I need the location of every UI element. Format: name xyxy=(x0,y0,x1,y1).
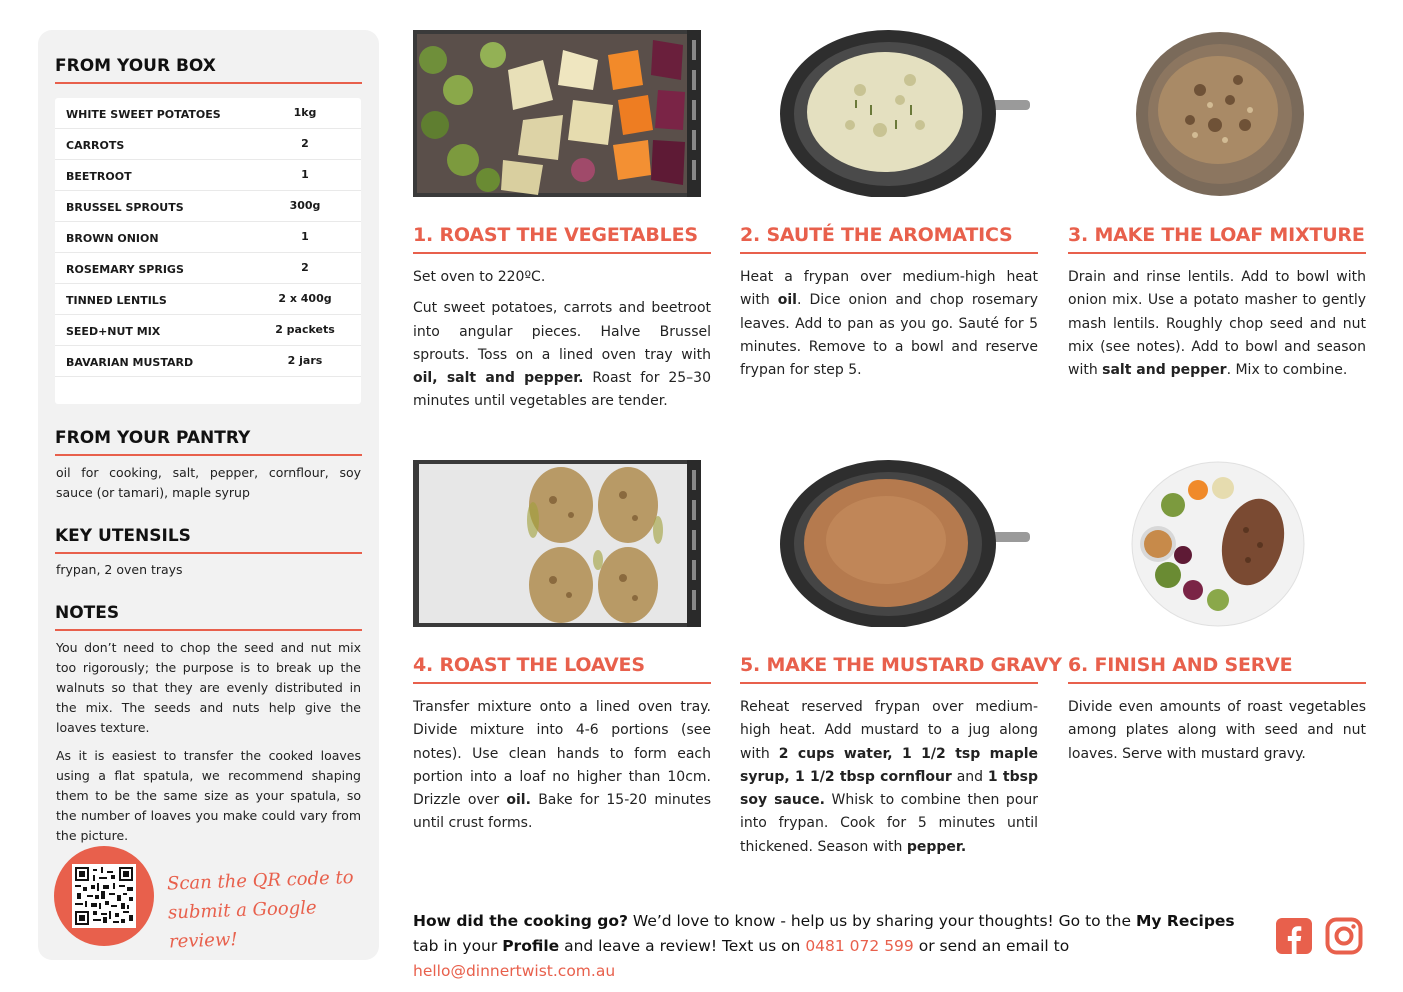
bold-run: pepper. xyxy=(906,838,967,855)
text-run: and leave a review! Text us on xyxy=(559,937,806,955)
instagram-icon[interactable] xyxy=(1325,917,1363,955)
email-link[interactable]: hello@dinnertwist.com.au xyxy=(413,962,616,980)
bold-run: 2 cups water, 1 1/2 tsp maple syrup, 1 1/2 tbsp cornflour xyxy=(740,745,1039,785)
bold-run: oil, salt and pepper. xyxy=(413,370,584,387)
footer-review-prompt xyxy=(413,909,1263,984)
ingredient-qty: 2 x 400g xyxy=(278,292,332,305)
ingredient-name: CARROTS xyxy=(66,139,125,152)
ingredient-qty: 2 packets xyxy=(275,323,335,336)
step-5-photo xyxy=(760,460,1035,627)
ingredient-name: BROWN ONION xyxy=(66,232,159,245)
ingredient-qty: 1 xyxy=(301,168,309,181)
step-6-title: 6. FINISH AND SERVE xyxy=(1068,654,1366,684)
step-2-body xyxy=(740,266,1038,390)
step-1-line: Set oven to 220ºC. xyxy=(413,269,546,285)
ingredient-name: BEETROOT xyxy=(66,170,132,183)
text-run: We’d love to know - help us by sharing your thoughts! Go to the xyxy=(627,912,1136,930)
text-run: and xyxy=(951,768,988,785)
text-run: Reheat reserved frypan over medium-high heat. Add mustard to a jug along with xyxy=(740,699,1038,762)
table-row xyxy=(55,98,361,129)
step-3-body xyxy=(1068,266,1366,390)
qr-caption-line: submit a Google review! xyxy=(167,897,317,953)
profile-link[interactable]: Profile xyxy=(502,937,560,955)
facebook-icon[interactable] xyxy=(1275,917,1313,955)
text-run: Roast for 25–30 minutes until vegetables are tender. xyxy=(413,370,711,410)
table-row xyxy=(55,191,361,222)
ingredient-name: WHITE SWEET POTATOES xyxy=(66,108,221,121)
step-2-photo xyxy=(760,30,1035,197)
step-1-title: 1. ROAST THE VEGETABLES xyxy=(413,224,711,254)
ingredient-qty: 300g xyxy=(289,199,321,212)
step-4-body xyxy=(413,696,711,844)
step-3-photo xyxy=(1120,30,1320,197)
step-6-body xyxy=(1068,696,1366,774)
table-row xyxy=(55,129,361,160)
notes-title: NOTES xyxy=(55,603,362,631)
footer-question: How did the cooking go? xyxy=(413,912,628,930)
step-3-paragraph xyxy=(1068,266,1366,382)
ingredient-qty: 1kg xyxy=(293,106,317,119)
text-run: tab in your xyxy=(413,937,503,955)
bold-run: oil. xyxy=(506,792,531,809)
step-2-title: 2. SAUTÉ THE AROMATICS xyxy=(740,224,1038,254)
box-title: FROM YOUR BOX xyxy=(55,56,362,84)
step-4-paragraph xyxy=(413,696,711,836)
qr-badge[interactable] xyxy=(54,846,154,946)
text-run: . Mix to combine. xyxy=(1226,362,1348,379)
text-run: Whisk to combine then pour into frypan. Cook for 5 minutes until thickened. Season with xyxy=(740,792,1039,855)
step-4-photo xyxy=(413,460,701,627)
notes-paragraph: You don’t need to chop the seed and nut mix too rigorously; the purpose is to break up the walnuts so that they are evenly distributed in the mix. The seeds and nuts help give the loaves texture. xyxy=(56,640,361,735)
ingredient-qty: 2 jars xyxy=(287,354,323,367)
step-5-body xyxy=(740,696,1038,867)
text-run: or send an email to xyxy=(913,937,1070,955)
step-4-title: 4. ROAST THE LOAVES xyxy=(413,654,711,684)
table-row xyxy=(55,315,361,346)
text-run: . Dice onion and chop rosemary leaves. Add to pan as you go. Sauté for 5 minutes. Remove to a bowl and reserve frypan for step 5. xyxy=(740,292,1038,379)
step-2-paragraph xyxy=(740,266,1038,382)
ingredient-qty: 2 xyxy=(301,261,309,274)
table-row xyxy=(55,222,361,253)
bold-run: oil xyxy=(777,292,797,309)
ingredient-name: BAVARIAN MUSTARD xyxy=(66,356,194,369)
step-1-body xyxy=(413,266,711,422)
pantry-title: FROM YOUR PANTRY xyxy=(55,428,362,456)
step-6-photo xyxy=(1128,460,1308,627)
ingredient-name: TINNED LENTILS xyxy=(66,294,167,307)
step-3-title: 3. MAKE THE LOAF MIXTURE xyxy=(1068,224,1366,254)
utensils-title: KEY UTENSILS xyxy=(55,526,362,554)
step-5-title: 5. MAKE THE MUSTARD GRAVY xyxy=(740,654,1038,684)
table-row xyxy=(55,160,361,191)
step-1-paragraph xyxy=(413,297,711,413)
step-6-paragraph: Divide even amounts of roast vegetables among plates along with seed and nut loaves. Serve with mustard gravy. xyxy=(1068,699,1366,762)
text-run: Transfer mixture onto a lined oven tray. Divide mixture into 4-6 portions (see notes). Use clean hands to form each portion into a loaf no higher than 10cm. Drizzle over xyxy=(413,699,711,809)
step-1-photo xyxy=(413,30,701,197)
text-run: Bake for 15-20 minutes until crust forms. xyxy=(413,792,712,832)
notes-paragraph: As it is easiest to transfer the cooked loaves using a flat spatula, we recommend shaping them to be the same size as your spatula, so the number of loaves you make could vary from the picture. xyxy=(56,748,361,843)
bold-run: 1 tbsp soy sauce. xyxy=(740,768,1038,809)
phone-link[interactable]: 0481 072 599 xyxy=(805,937,914,955)
ingredient-name: BRUSSEL SPROUTS xyxy=(66,201,184,214)
bold-run: salt and pepper xyxy=(1102,362,1227,379)
table-row xyxy=(55,346,361,377)
qr-code-icon[interactable] xyxy=(72,864,136,928)
ingredient-name: ROSEMARY SPRIGS xyxy=(66,263,184,276)
step-5-paragraph xyxy=(740,696,1038,859)
ingredient-name: SEED+NUT MIX xyxy=(66,325,161,338)
ingredient-qty: 1 xyxy=(301,230,309,243)
table-row xyxy=(55,253,361,284)
qr-caption xyxy=(167,863,370,957)
text-run: Heat a frypan over medium-high heat with xyxy=(740,269,1038,309)
sidebar xyxy=(38,30,379,960)
my-recipes-link[interactable]: My Recipes xyxy=(1135,912,1235,930)
pantry-text: oil for cooking, salt, pepper, cornflour, soy sauce (or tamari), maple syrup xyxy=(56,465,361,500)
ingredient-qty: 2 xyxy=(301,137,309,150)
box-ingredients-table xyxy=(55,98,361,404)
table-row xyxy=(55,284,361,315)
qr-caption-line: Scan the QR code to xyxy=(166,867,354,895)
text-run: Drain and rinse lentils. Add to bowl with onion mix. Use a potato masher to gently mash lentils. Roughly chop seed and nut mix (see notes). Add to bowl and season with xyxy=(1068,269,1366,379)
text-run: Cut sweet potatoes, carrots and beetroot into angular pieces. Halve Brussel sprouts. Toss on a lined oven tray with xyxy=(413,300,711,363)
utensils-text: frypan, 2 oven trays xyxy=(56,562,183,577)
